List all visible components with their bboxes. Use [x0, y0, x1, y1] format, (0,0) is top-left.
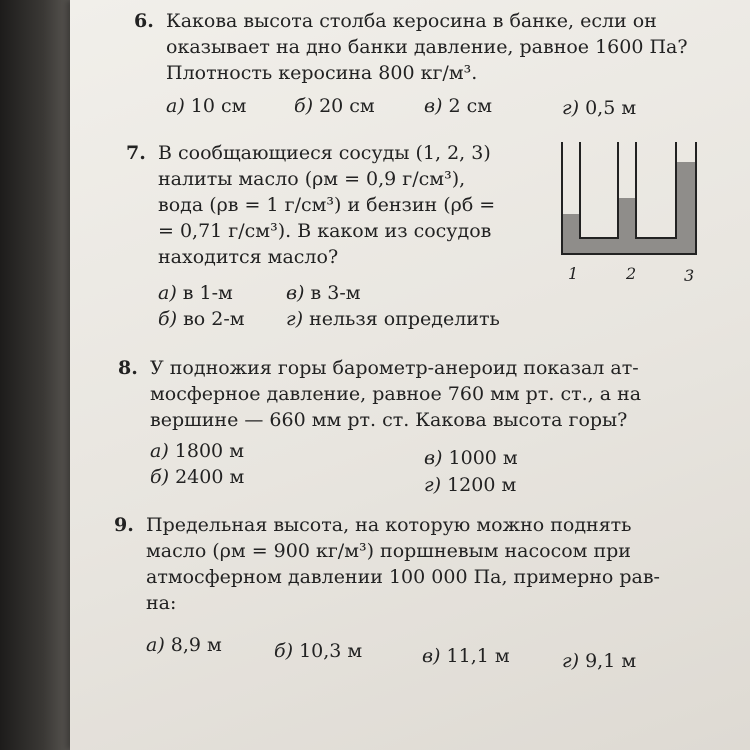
question-text-line: мосферное давление, равное 760 мм рт. ст., а на	[150, 383, 642, 405]
answer-option[interactable]: г) 0,5 м	[562, 97, 637, 119]
question-number: 8.	[118, 357, 138, 379]
question-8	[118, 355, 740, 433]
question-text-line: Какова высота столба керосина в банке, если он	[166, 10, 657, 32]
question-text-line: вершине — 660 мм рт. ст. Какова высота горы?	[150, 409, 628, 431]
question-text-line: атмосферном давлении 100 000 Па, примерно рав-	[146, 566, 660, 588]
question-number: 9.	[114, 514, 134, 536]
question-text-line: налиты масло (ρм = 0,9 г/см³),	[158, 168, 466, 190]
answer-option[interactable]: г) 9,1 м	[562, 650, 637, 672]
answer-option[interactable]: б) 20 см	[294, 95, 375, 117]
answer-option[interactable]: в) в 3-м	[286, 282, 361, 304]
question-text-line: Предельная высота, на которую можно поднять	[146, 514, 632, 536]
answer-option[interactable]: в) 1000 м	[424, 447, 518, 469]
answer-option[interactable]: в) 11,1 м	[422, 645, 510, 667]
answer-option[interactable]: в) 2 см	[424, 95, 493, 117]
question-text-line: оказывает на дно банки давление, равное 1600 Па?	[166, 36, 688, 58]
answer-option[interactable]: г) 1200 м	[424, 474, 517, 496]
question-6	[134, 8, 736, 86]
communicating-vessels-figure	[556, 140, 726, 290]
answer-option[interactable]: а) 10 см	[166, 95, 247, 117]
question-text-line: В сообщающиеся сосуды (1, 2, 3)	[158, 142, 491, 164]
book-binding-shadow	[0, 0, 72, 750]
answer-option[interactable]: б) 2400 м	[150, 466, 245, 488]
question-number: 7.	[126, 142, 146, 164]
question-text-line: Плотность керосина 800 кг/м³.	[166, 62, 478, 84]
vessel-label-2: 2	[626, 264, 637, 283]
question-7	[126, 140, 558, 270]
question-text-line: вода (ρв = 1 г/см³) и бензин (ρб =	[158, 194, 496, 216]
question-text-line: находится масло?	[158, 246, 339, 268]
answer-option[interactable]: б) 10,3 м	[274, 640, 363, 662]
question-text-line: = 0,71 г/см³). В каком из сосудов	[158, 220, 492, 242]
answer-option[interactable]: б) во 2-м	[158, 308, 245, 330]
question-text-line: масло (ρм = 900 кг/м³) поршневым насосом при	[146, 540, 631, 562]
answer-option[interactable]: а) 1800 м	[150, 440, 244, 462]
question-number: 6.	[134, 10, 154, 32]
vessel-label-1: 1	[568, 264, 579, 283]
question-text-line: на:	[146, 592, 177, 614]
answer-option[interactable]: а) 8,9 м	[146, 634, 222, 656]
vessel-label-3: 3	[684, 266, 695, 285]
question-9	[114, 512, 746, 616]
question-text-line: У подножия горы барометр-анероид показал ат-	[150, 357, 639, 379]
answer-option[interactable]: г) нельзя определить	[286, 308, 500, 330]
answer-option[interactable]: а) в 1-м	[158, 282, 233, 304]
textbook-page	[70, 0, 750, 750]
